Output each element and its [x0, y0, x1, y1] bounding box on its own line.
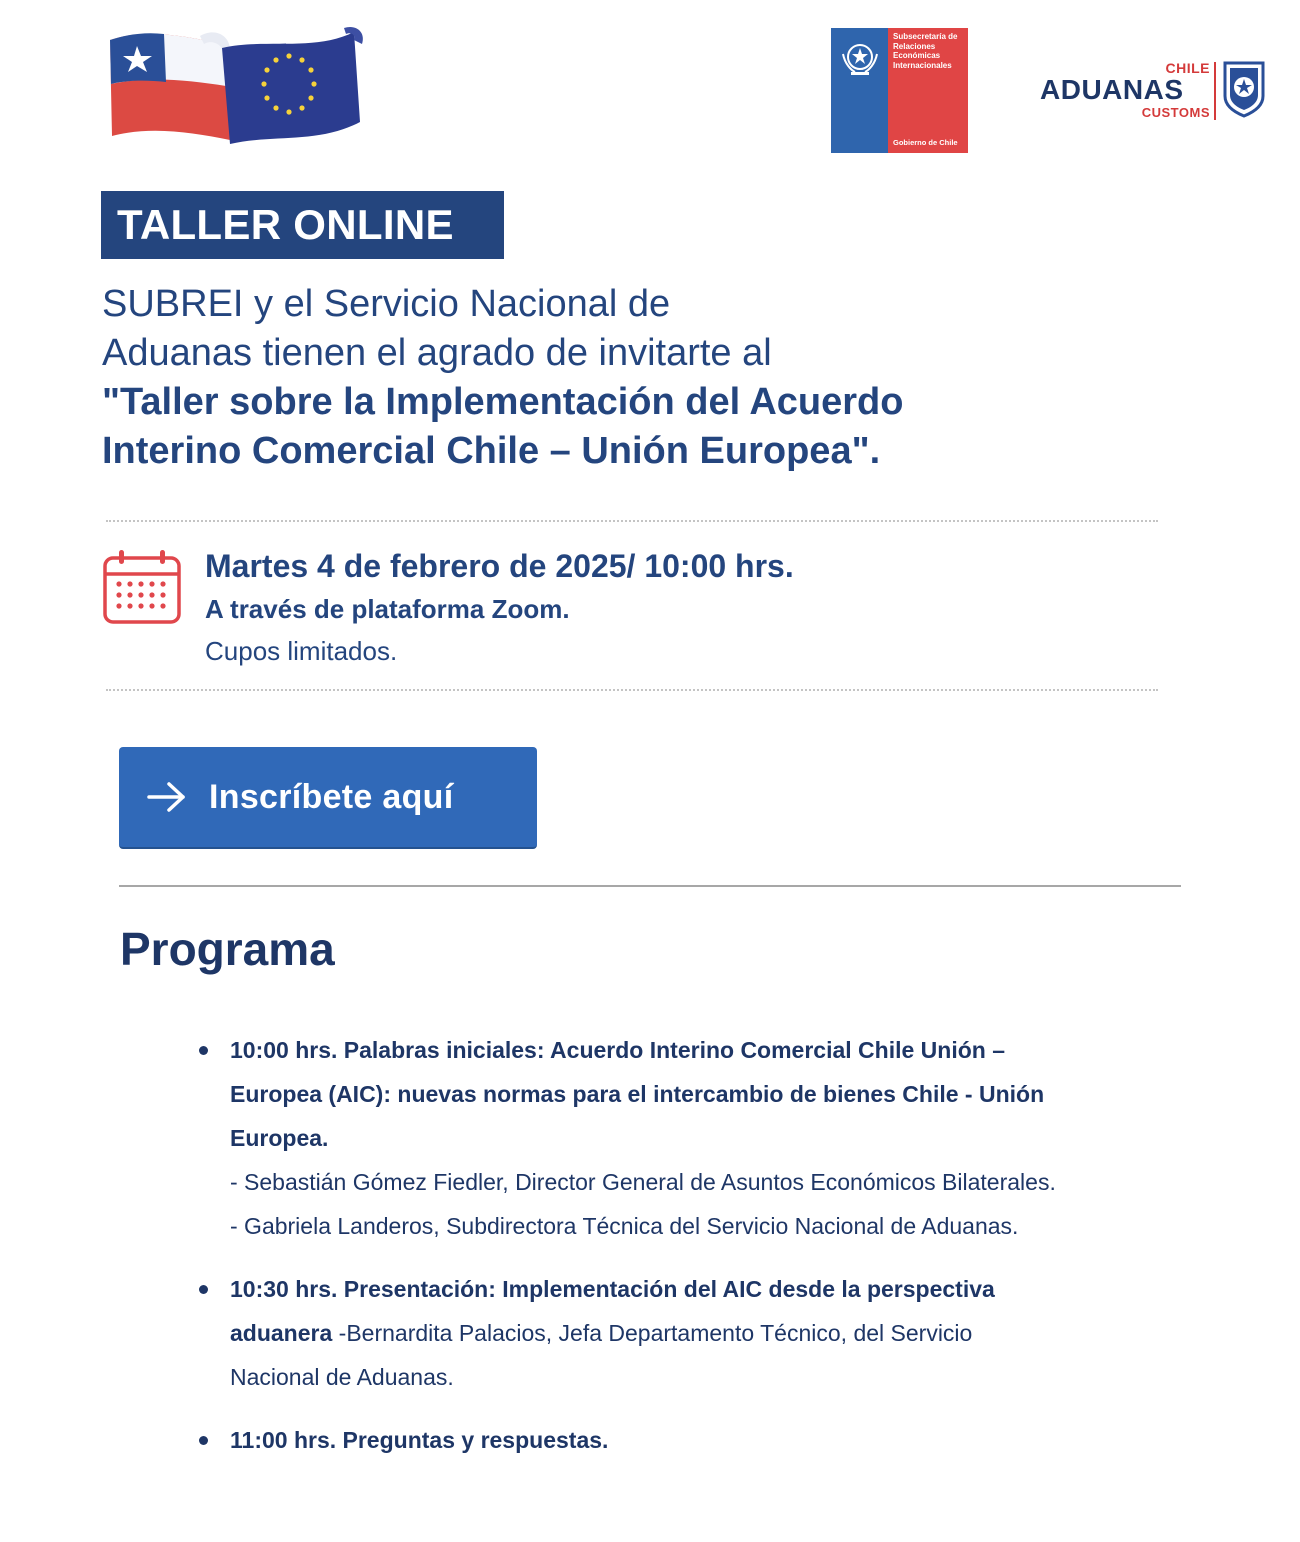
event-platform: A través de plataforma Zoom.: [205, 594, 570, 624]
program-item-title: 11:00 hrs. Preguntas y respuestas.: [230, 1427, 609, 1453]
taller-title-line-1: "Taller sobre la Implementación del Acuerdo: [102, 381, 904, 423]
program-item-title: Europea (AIC): nuevas normas para el intercambio de bienes Chile - Unión: [230, 1081, 1045, 1107]
event-date: Martes 4 de febrero de 2025/ 10:00 hrs.: [205, 548, 794, 584]
event-capacity-note: Cupos limitados.: [205, 636, 398, 666]
chile-eu-flags-logo: [104, 22, 366, 158]
program-item: [196, 1418, 1186, 1462]
gobierno-label: Gobierno de Chile: [893, 138, 958, 147]
register-button[interactable]: [119, 747, 537, 849]
subrei-org-name: Subsecretaría de Relaciones Económicas Internacionales: [893, 32, 958, 70]
program-list: [196, 1028, 1186, 1481]
aduanas-shield-icon: [1222, 60, 1266, 118]
aduanas-customs-label: CUSTOMS: [1141, 105, 1210, 120]
calendar-icon: [103, 548, 181, 626]
program-item: [196, 1267, 1186, 1399]
program-item-title: Europea.: [230, 1125, 329, 1151]
aduanas-chile-label: CHILE: [1165, 60, 1210, 76]
programa-heading: Programa: [120, 923, 335, 975]
aduanas-logo: [1040, 58, 1270, 124]
aduanas-name: ADUANAS: [1040, 74, 1184, 105]
intro-line-2: Aduanas tienen el agrado de invitarte al: [102, 332, 772, 374]
taller-online-badge: TALLER ONLINE: [101, 191, 504, 259]
program-speaker: Nacional de Aduanas.: [230, 1364, 454, 1390]
section-divider: [119, 885, 1181, 887]
aduanas-divider: [1214, 62, 1216, 120]
register-button-label: Inscríbete aquí: [209, 777, 454, 816]
program-item-title: 10:30 hrs. Presentación: Implementación del AIC desde la perspectiva: [230, 1276, 995, 1302]
program-speaker: - Sebastián Gómez Fiedler, Director General de Asuntos Económicos Bilaterales.: [230, 1169, 1056, 1195]
intro-text: [102, 280, 1202, 476]
program-speaker: -Bernardita Palacios, Jefa Departamento Técnico, del Servicio: [332, 1320, 973, 1346]
dotted-divider-top: [106, 520, 1158, 522]
chile-coat-of-arms-icon: [837, 34, 883, 80]
arrow-right-icon: [147, 781, 187, 813]
program-speaker: - Gabriela Landeros, Subdirectora Técnica del Servicio Nacional de Aduanas.: [230, 1213, 1019, 1239]
taller-title-line-2: Interino Comercial Chile – Unión Europea".: [102, 430, 881, 472]
dotted-divider-bottom: [106, 689, 1158, 691]
subrei-logo: [831, 28, 968, 153]
program-item: [196, 1028, 1186, 1248]
program-item-title: 10:00 hrs. Palabras iniciales: Acuerdo Interino Comercial Chile Unión –: [230, 1037, 1006, 1063]
program-item-title: aduanera: [230, 1320, 333, 1346]
intro-line-1: SUBREI y el Servicio Nacional de: [102, 283, 671, 325]
